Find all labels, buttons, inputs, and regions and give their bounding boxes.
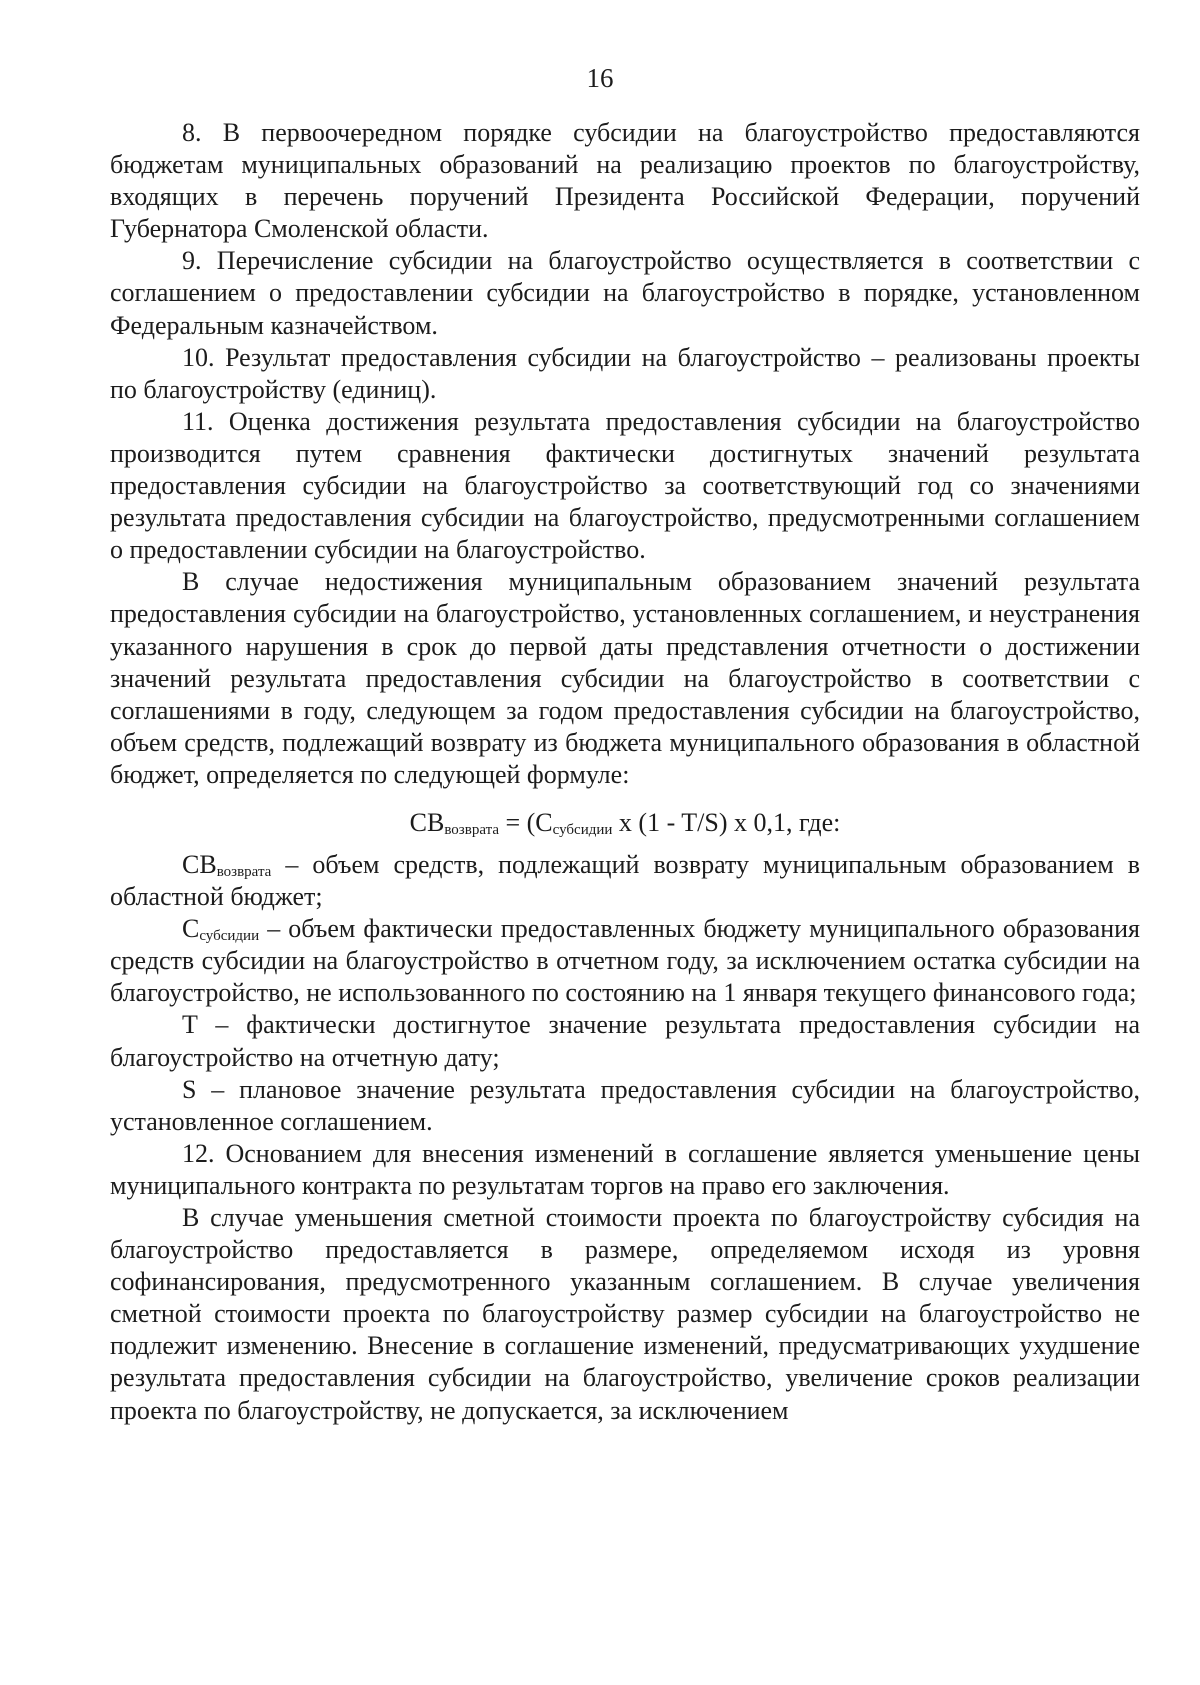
definition-c-subscript: субсидии [199,928,260,945]
definition-cb-symbol: CB [182,849,217,879]
return-formula [110,807,1140,839]
formula-rest: x (1 - T/S) x 0,1, где: [612,807,841,837]
paragraph-12: 12. Основанием для внесения изменений в соглашение является уменьшение цены муниципального контракта по результатам торгов на право его заключения. [110,1138,1140,1200]
formula-equals: = (C [498,807,553,837]
paragraph-11-case: В случае недостижения муниципальным образованием значений результата предоставления субсидии на благоустройство, установленных соглашением, и неустранения указанного нарушения в срок до первой даты представления отчетности о достижении значений результата предоставления субсидии на благоустройство в соответствии с соглашениями в году, следующем за годом предоставления субсидии на благоустройство, объем средств, подлежащий возврату из бюджета муниципального образования в областной бюджет, определяется по следующей формуле: [110,567,1140,789]
paragraph-11: 11. Оценка достижения результата предоставления субсидии на благоустройство производится путем сравнения фактически достигнутых значений результата предоставления субсидии на благоустройство за соответствующий год со значениями результата предоставления субсидии на благоустройство, предусмотренными соглашением о предоставлении субсидии на благоустройство. [110,406,1140,565]
definition-cb [110,849,1140,913]
paragraph-10: 10. Результат предоставления субсидии на благоустройство – реализованы проекты по благоустройству (единиц). [110,342,1140,404]
formula-c-subscript: субсидии [552,821,613,838]
definition-c [110,913,1140,1009]
paragraph-12-case: В случае уменьшения сметной стоимости проекта по благоустройству субсидия на благоустройство предоставляется в размере, определяемом исходя из уровня софинансирования, предусмотренного указанным соглашением. В случае увеличения сметной стоимости проекта по благоустройству размер субсидии на благоустройство не подлежит изменению. Внесение в соглашение изменений, предусматривающих ухудшение результата предоставления субсидии на благоустройство, увеличение сроков реализации проекта по благоустройству, не допускается, за исключением [110,1203,1140,1425]
paragraph-9: 9. Перечисление субсидии на благоустройство осуществляется в соответствии с соглашением о предоставлении субсидии на благоустройство в порядке, установленном Федеральным казначейством. [110,246,1140,340]
document-body [110,117,1140,1427]
definition-t: T – фактически достигнутое значение результата предоставления субсидии на благоустройство на отчетную дату; [110,1010,1140,1072]
formula-lhs: CB [409,807,445,837]
formula-lhs-subscript: возврата [444,821,499,838]
page-number: 16 [586,63,614,93]
definition-c-text: – объем фактически предоставленных бюджету муниципального образования средств субсидии на благоустройство в отчетном году, за исключением остатка субсидии на благоустройство, не использованного по состоянию на 1 января текущего финансового года; [110,914,1140,1008]
paragraph-8: 8. В первоочередном порядке субсидии на благоустройство предоставляются бюджетам муниципальных образований на реализацию проектов по благоустройству, входящих в перечень поручений Президента Российской Федерации, поручений Губернатора Смоленской области. [110,118,1140,244]
definition-c-symbol: C [182,914,200,944]
definition-s: S – плановое значение результата предоставления субсидии на благоустройство, установленное соглашением. [110,1074,1140,1136]
definition-cb-text: – объем средств, подлежащий возврату муниципальным образованием в областной бюджет; [110,849,1140,912]
definition-cb-subscript: возврата [216,863,272,880]
